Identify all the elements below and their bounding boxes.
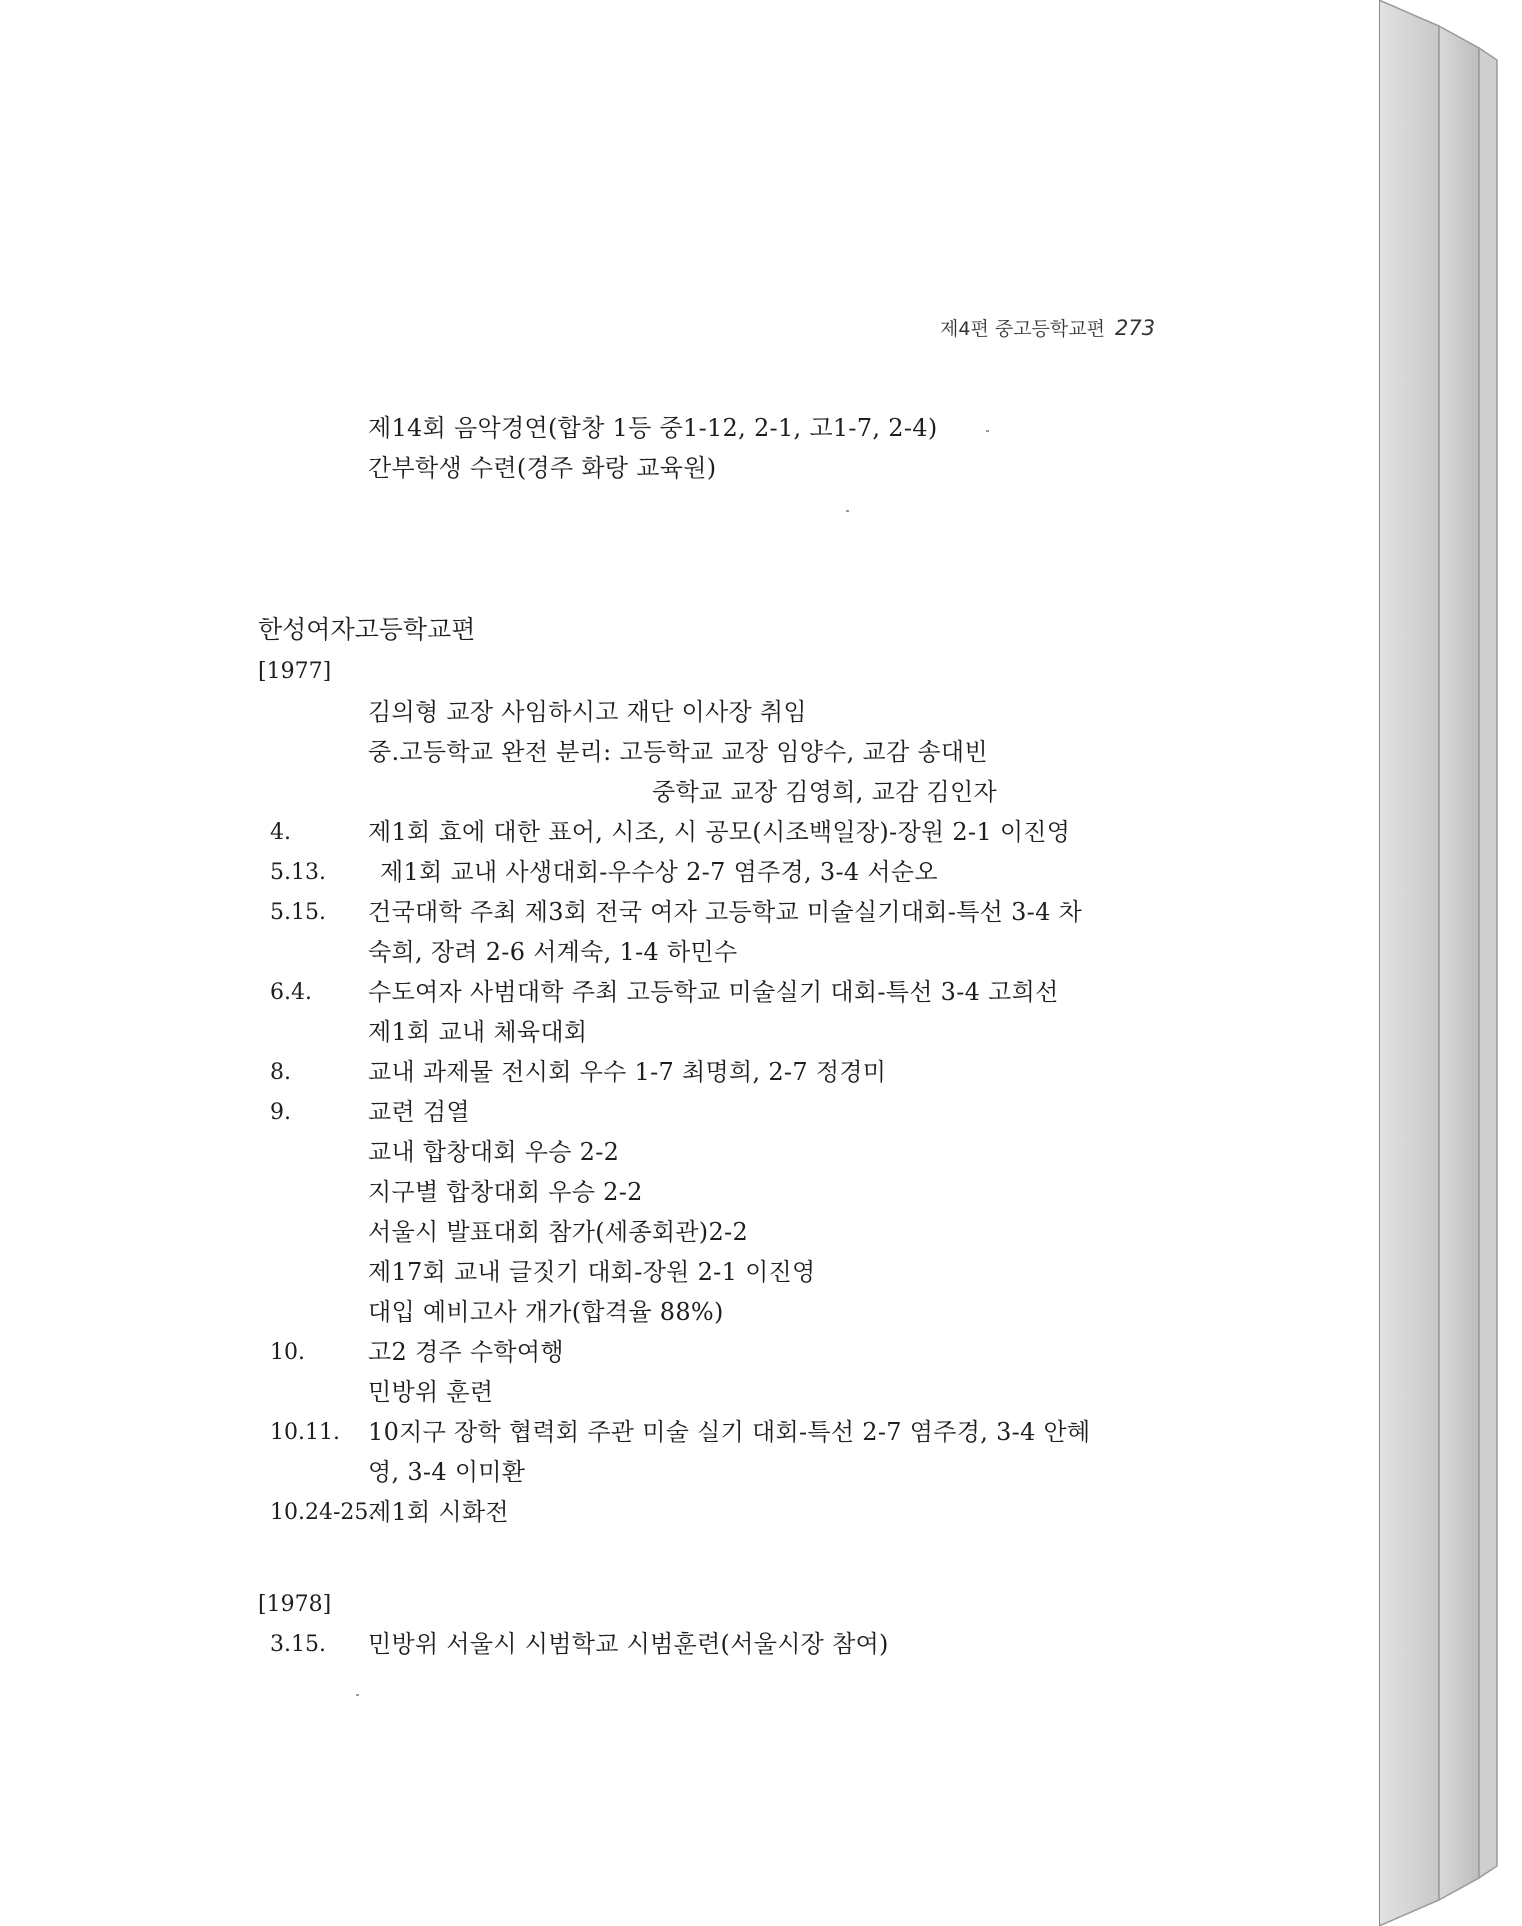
year-heading: [1978]: [258, 1592, 332, 1617]
entry-text: 제1회 교내 사생대회-우수상 2-7 염주경, 3-4 서순오: [380, 858, 938, 886]
school-section-title: 한성여자고등학교편: [258, 615, 476, 644]
entry-date: 10.: [270, 1340, 305, 1365]
entry-text: 김의형 교장 사임하시고 재단 이사장 취임: [368, 698, 807, 726]
entry-date: 5.15.: [270, 900, 326, 925]
entry-date: 6.4.: [270, 980, 312, 1005]
entry-text: 숙희, 장려 2-6 서계숙, 1-4 하민수: [368, 938, 738, 966]
entry-text: 영, 3-4 이미환: [368, 1458, 526, 1486]
scan-speck: [986, 430, 989, 432]
page-stack-edge: [1379, 0, 1522, 1926]
entry-date: 9.: [270, 1100, 291, 1125]
page-number: 273: [1115, 316, 1156, 340]
entry-text: 대입 예비고사 개가(합격율 88%): [368, 1298, 724, 1326]
entry-text: 고2 경주 수학여행: [368, 1338, 564, 1366]
entry-text: 수도여자 사범대학 주최 고등학교 미술실기 대회-특선 3-4 고희선: [368, 978, 1059, 1006]
entry-date: 8.: [270, 1060, 291, 1085]
entry-text: 제1회 효에 대한 표어, 시조, 시 공모(시조백일장)-장원 2-1 이진영: [368, 818, 1071, 846]
entry-date: 4.: [270, 820, 291, 845]
scan-speck: [846, 510, 849, 512]
entry-text: 건국대학 주최 제3회 전국 여자 고등학교 미술실기대회-특선 3-4 차: [368, 898, 1083, 926]
entry-date: 5.13.: [270, 860, 326, 885]
running-header: [940, 314, 1180, 341]
header-section-title: 제4편 중고등학교편: [940, 318, 1105, 340]
entry-text: 10지구 장학 협력회 주관 미술 실기 대회-특선 2-7 염주경, 3-4 안혜: [368, 1418, 1091, 1446]
entry-text: 민방위 훈련: [368, 1378, 494, 1406]
entry-text: 제1회 시화전: [368, 1498, 509, 1526]
entry-text: 서울시 발표대회 참가(세종회관)2-2: [368, 1218, 749, 1246]
scan-speck: [356, 1694, 359, 1696]
entry-text: 중학교 교장 김영희, 교감 김인자: [652, 778, 997, 806]
entry-text: 지구별 합창대회 우승 2-2: [368, 1178, 643, 1206]
entry-text: 중.고등학교 완전 분리: 고등학교 교장 임양수, 교감 송대빈: [368, 738, 988, 766]
year-heading: [1977]: [258, 659, 332, 684]
entry-text: 교내 과제물 전시회 우수 1-7 최명희, 2-7 정경미: [368, 1058, 887, 1086]
entry-date: 3.15.: [270, 1632, 326, 1657]
entry-text: 제1회 교내 체육대회: [368, 1018, 588, 1046]
entry-date: 10.24-25.: [270, 1500, 376, 1525]
entry-text: 제17회 교내 글짓기 대회-장원 2-1 이진영: [368, 1258, 816, 1286]
text-line: 제14회 음악경연(합창 1등 중1-12, 2-1, 고1-7, 2-4): [368, 414, 938, 442]
text-line: 간부학생 수련(경주 화랑 교육원): [368, 454, 717, 482]
entry-text: 민방위 서울시 시범학교 시범훈련(서울시장 참여): [368, 1630, 889, 1658]
entry-text: 교내 합창대회 우승 2-2: [368, 1138, 620, 1166]
entry-date: 10.11.: [270, 1420, 340, 1445]
entry-text: 교련 검열: [368, 1098, 470, 1126]
